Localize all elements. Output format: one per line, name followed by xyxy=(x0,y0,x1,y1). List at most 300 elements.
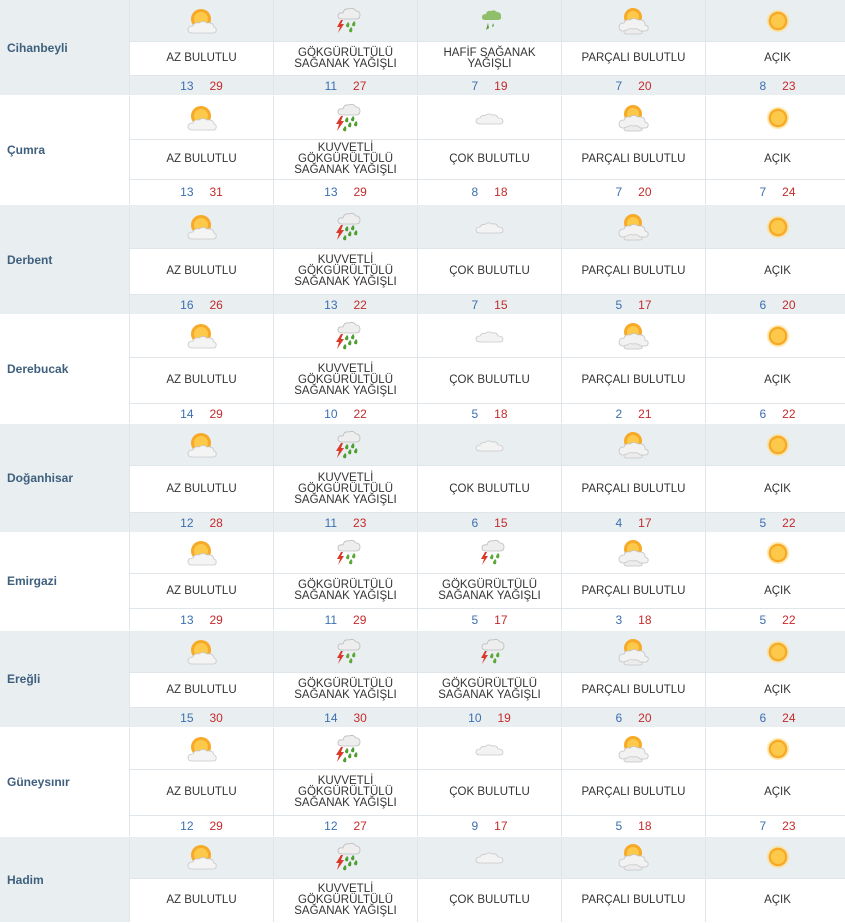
sun-cloud-icon xyxy=(130,837,273,878)
forecast-day-cell xyxy=(130,0,273,95)
thunder-rain-icon xyxy=(418,532,561,573)
temperature-range xyxy=(418,513,561,532)
temperature-range xyxy=(418,708,561,727)
temperature-range xyxy=(274,295,417,314)
column-divider xyxy=(273,532,274,630)
temperature-range xyxy=(706,513,845,532)
min-temperature: 7 xyxy=(471,297,479,312)
column-divider xyxy=(273,837,274,922)
column-divider xyxy=(705,837,706,922)
min-temperature: 6 xyxy=(471,515,479,530)
column-divider xyxy=(129,314,130,423)
temperature-range xyxy=(418,404,561,423)
forecast-day-cell xyxy=(706,205,845,314)
column-divider xyxy=(705,728,706,836)
temperature-range xyxy=(562,816,705,836)
condition-text: AZ BULUTLU xyxy=(130,139,273,180)
thunder-rain-icon xyxy=(274,631,417,672)
column-divider xyxy=(129,532,130,630)
condition-text: AÇIK xyxy=(706,41,845,76)
condition-text: KUVVETLİ GÖKGÜRÜLTÜLÜ SAĞANAK YAĞIŞLI xyxy=(274,769,417,816)
temperature-range xyxy=(274,513,417,532)
forecast-day-cell xyxy=(274,0,417,95)
column-divider xyxy=(561,0,562,95)
temperature-range xyxy=(130,404,273,423)
min-temperature: 7 xyxy=(615,78,623,93)
forecast-day-cell xyxy=(274,96,417,204)
temperature-range xyxy=(418,609,561,630)
forecast-day-cell xyxy=(562,532,705,630)
partly-cloudy-icon xyxy=(562,837,705,878)
min-temperature: 6 xyxy=(759,406,767,421)
temperature-range xyxy=(274,76,417,95)
max-temperature: 22 xyxy=(353,406,367,421)
temperature-range xyxy=(418,180,561,204)
column-divider xyxy=(705,314,706,423)
max-temperature: 20 xyxy=(638,78,652,93)
sun-icon xyxy=(706,631,845,672)
min-temperature: 7 xyxy=(759,185,767,199)
temperature-range xyxy=(130,295,273,314)
min-temperature: 13 xyxy=(180,185,194,199)
condition-text: PARÇALI BULUTLU xyxy=(562,672,705,708)
min-temperature: 14 xyxy=(324,710,338,725)
forecast-day-cell xyxy=(274,205,417,314)
column-divider xyxy=(417,0,418,95)
partly-cloudy-icon xyxy=(562,532,705,573)
max-temperature: 17 xyxy=(494,612,508,627)
condition-text: PARÇALI BULUTLU xyxy=(562,878,705,922)
min-temperature: 8 xyxy=(471,185,479,199)
forecast-day-cell xyxy=(130,424,273,532)
column-divider xyxy=(129,631,130,727)
heavy-thunder-rain-icon xyxy=(274,728,417,769)
column-divider xyxy=(129,837,130,922)
column-divider xyxy=(705,532,706,630)
temperature-range xyxy=(130,76,273,95)
max-temperature: 15 xyxy=(494,297,508,312)
max-temperature: 29 xyxy=(209,78,223,93)
temperature-range xyxy=(274,180,417,204)
light-rain-icon xyxy=(418,0,561,41)
max-temperature: 29 xyxy=(209,819,223,833)
temperature-range xyxy=(706,295,845,314)
max-temperature: 18 xyxy=(638,612,652,627)
min-temperature: 6 xyxy=(759,297,767,312)
condition-text: PARÇALI BULUTLU xyxy=(562,139,705,180)
column-divider xyxy=(129,0,130,95)
min-temperature: 7 xyxy=(471,78,479,93)
temperature-range xyxy=(418,816,561,836)
temperature-range xyxy=(562,404,705,423)
column-divider xyxy=(273,314,274,423)
column-divider xyxy=(273,631,274,727)
min-temperature: 5 xyxy=(471,612,479,627)
forecast-day-cell xyxy=(562,424,705,532)
forecast-day-cell xyxy=(418,424,561,532)
forecast-day-cell xyxy=(274,837,417,922)
max-temperature: 21 xyxy=(638,406,652,421)
max-temperature: 22 xyxy=(782,406,796,421)
condition-text: GÖKGÜRÜLTÜLÜ SAĞANAK YAĞIŞLI xyxy=(418,672,561,708)
max-temperature: 20 xyxy=(782,297,796,312)
partly-cloudy-icon xyxy=(562,0,705,41)
max-temperature: 17 xyxy=(638,297,652,312)
temperature-range xyxy=(562,295,705,314)
forecast-day-cell xyxy=(418,837,561,922)
column-divider xyxy=(561,205,562,314)
forecast-day-cell xyxy=(130,314,273,423)
max-temperature: 24 xyxy=(782,185,796,199)
column-divider xyxy=(561,728,562,836)
forecast-day-cell xyxy=(274,532,417,630)
min-temperature: 2 xyxy=(615,406,623,421)
condition-text: KUVVETLİ GÖKGÜRÜLTÜLÜ SAĞANAK YAĞIŞLI xyxy=(274,357,417,404)
forecast-day-cell xyxy=(418,631,561,727)
min-temperature: 3 xyxy=(615,612,623,627)
heavy-thunder-rain-icon xyxy=(274,314,417,357)
temperature-range xyxy=(562,76,705,95)
forecast-day-cell xyxy=(418,0,561,95)
city-row xyxy=(0,314,845,424)
condition-text: GÖKGÜRÜLTÜLÜ SAĞANAK YAĞIŞLI xyxy=(274,573,417,609)
min-temperature: 14 xyxy=(180,406,194,421)
max-temperature: 30 xyxy=(353,710,367,725)
condition-text: AZ BULUTLU xyxy=(130,357,273,404)
min-temperature: 6 xyxy=(615,710,623,725)
temperature-range xyxy=(130,513,273,532)
min-temperature: 15 xyxy=(180,710,194,725)
cloud-icon xyxy=(418,205,561,248)
condition-text: PARÇALI BULUTLU xyxy=(562,573,705,609)
temperature-range xyxy=(706,404,845,423)
temperature-range xyxy=(274,816,417,836)
min-temperature: 13 xyxy=(324,185,338,199)
min-temperature: 13 xyxy=(324,297,338,312)
max-temperature: 29 xyxy=(209,612,223,627)
column-divider xyxy=(417,728,418,836)
forecast-day-cell xyxy=(706,0,845,95)
forecast-day-cell xyxy=(418,728,561,836)
partly-cloudy-icon xyxy=(562,96,705,139)
cloud-icon xyxy=(418,728,561,769)
max-temperature: 18 xyxy=(494,406,508,421)
column-divider xyxy=(705,96,706,204)
max-temperature: 22 xyxy=(353,297,367,312)
thunder-rain-icon xyxy=(418,631,561,672)
column-divider xyxy=(705,0,706,95)
city-row xyxy=(0,96,845,205)
city-name[interactable]: Güneysınır xyxy=(0,728,129,836)
city-row xyxy=(0,728,845,837)
forecast-day-cell xyxy=(274,424,417,532)
column-divider xyxy=(417,532,418,630)
forecast-day-cell xyxy=(562,314,705,423)
forecast-day-cell xyxy=(562,631,705,727)
condition-text: AZ BULUTLU xyxy=(130,878,273,922)
min-temperature: 5 xyxy=(759,612,767,627)
city-name[interactable]: Derbent xyxy=(0,205,129,314)
temperature-range xyxy=(274,609,417,630)
forecast-day-cell xyxy=(562,205,705,314)
column-divider xyxy=(561,314,562,423)
sun-cloud-icon xyxy=(130,532,273,573)
condition-text: PARÇALI BULUTLU xyxy=(562,248,705,295)
city-row xyxy=(0,532,845,631)
max-temperature: 29 xyxy=(209,406,223,421)
min-temperature: 11 xyxy=(324,515,338,530)
forecast-day-cell xyxy=(706,837,845,922)
min-temperature: 10 xyxy=(468,710,482,725)
min-temperature: 5 xyxy=(471,406,479,421)
sun-icon xyxy=(706,205,845,248)
forecast-day-cell xyxy=(562,837,705,922)
min-temperature: 6 xyxy=(759,710,767,725)
cloud-icon xyxy=(418,96,561,139)
temperature-range xyxy=(130,708,273,727)
column-divider xyxy=(129,424,130,532)
partly-cloudy-icon xyxy=(562,205,705,248)
temperature-range xyxy=(706,609,845,630)
max-temperature: 31 xyxy=(209,185,223,199)
sun-icon xyxy=(706,424,845,465)
sun-cloud-icon xyxy=(130,424,273,465)
city-name[interactable]: Hadim xyxy=(0,837,129,922)
max-temperature: 22 xyxy=(782,515,796,530)
condition-text: KUVVETLİ GÖKGÜRÜLTÜLÜ SAĞANAK YAĞIŞLI xyxy=(274,139,417,180)
condition-text: GÖKGÜRÜLTÜLÜ SAĞANAK YAĞIŞLI xyxy=(418,573,561,609)
forecast-day-cell xyxy=(130,837,273,922)
max-temperature: 29 xyxy=(353,612,367,627)
temperature-range xyxy=(274,404,417,423)
min-temperature: 10 xyxy=(324,406,338,421)
max-temperature: 18 xyxy=(638,819,652,833)
temperature-range xyxy=(706,180,845,204)
column-divider xyxy=(561,424,562,532)
condition-text: AZ BULUTLU xyxy=(130,672,273,708)
sun-cloud-icon xyxy=(130,0,273,41)
temperature-range xyxy=(130,609,273,630)
sun-cloud-icon xyxy=(130,728,273,769)
city-name[interactable]: Ereğli xyxy=(0,631,129,727)
thunder-rain-icon xyxy=(274,0,417,41)
forecast-day-cell xyxy=(706,728,845,836)
max-temperature: 23 xyxy=(353,515,367,530)
column-divider xyxy=(561,532,562,630)
temperature-range xyxy=(418,295,561,314)
forecast-day-cell xyxy=(706,314,845,423)
max-temperature: 27 xyxy=(353,819,367,833)
column-divider xyxy=(273,728,274,836)
cloud-icon xyxy=(418,837,561,878)
min-temperature: 5 xyxy=(615,297,623,312)
condition-text: AÇIK xyxy=(706,769,845,816)
city-row xyxy=(0,631,845,728)
min-temperature: 8 xyxy=(759,78,767,93)
min-temperature: 12 xyxy=(180,515,194,530)
condition-text: GÖKGÜRÜLTÜLÜ SAĞANAK YAĞIŞLI xyxy=(274,672,417,708)
forecast-day-cell xyxy=(706,631,845,727)
condition-text: AÇIK xyxy=(706,357,845,404)
forecast-day-cell xyxy=(274,314,417,423)
column-divider xyxy=(417,314,418,423)
condition-text: AÇIK xyxy=(706,573,845,609)
max-temperature: 17 xyxy=(638,515,652,530)
sun-cloud-icon xyxy=(130,314,273,357)
max-temperature: 24 xyxy=(782,710,796,725)
column-divider xyxy=(705,631,706,727)
forecast-day-cell xyxy=(274,631,417,727)
max-temperature: 20 xyxy=(638,710,652,725)
column-divider xyxy=(273,0,274,95)
condition-text: KUVVETLİ GÖKGÜRÜLTÜLÜ SAĞANAK YAĞIŞLI xyxy=(274,878,417,922)
condition-text: AZ BULUTLU xyxy=(130,465,273,513)
temperature-range xyxy=(706,816,845,836)
min-temperature: 12 xyxy=(180,819,194,833)
condition-text: KUVVETLİ GÖKGÜRÜLTÜLÜ SAĞANAK YAĞIŞLI xyxy=(274,465,417,513)
column-divider xyxy=(705,424,706,532)
column-divider xyxy=(273,205,274,314)
max-temperature: 29 xyxy=(353,185,367,199)
column-divider xyxy=(417,631,418,727)
sun-cloud-icon xyxy=(130,96,273,139)
forecast-day-cell xyxy=(130,96,273,204)
max-temperature: 18 xyxy=(494,185,508,199)
max-temperature: 19 xyxy=(497,710,511,725)
max-temperature: 20 xyxy=(638,185,652,199)
city-name[interactable]: Derebucak xyxy=(0,314,129,423)
temperature-range xyxy=(706,708,845,727)
temperature-range xyxy=(130,180,273,204)
city-name[interactable]: Çumra xyxy=(0,96,129,204)
column-divider xyxy=(561,96,562,204)
city-name[interactable]: Cihanbeyli xyxy=(0,0,129,95)
min-temperature: 4 xyxy=(615,515,623,530)
column-divider xyxy=(705,205,706,314)
condition-text: ÇOK BULUTLU xyxy=(418,878,561,922)
min-temperature: 13 xyxy=(180,78,194,93)
sun-cloud-icon xyxy=(130,205,273,248)
max-temperature: 15 xyxy=(494,515,508,530)
max-temperature: 23 xyxy=(782,78,796,93)
forecast-day-cell xyxy=(706,532,845,630)
min-temperature: 11 xyxy=(324,78,338,93)
condition-text: AÇIK xyxy=(706,248,845,295)
city-row xyxy=(0,205,845,315)
condition-text: AÇIK xyxy=(706,672,845,708)
thunder-rain-icon xyxy=(274,532,417,573)
heavy-thunder-rain-icon xyxy=(274,837,417,878)
column-divider xyxy=(417,424,418,532)
condition-text: PARÇALI BULUTLU xyxy=(562,41,705,76)
city-name[interactable]: Doğanhisar xyxy=(0,424,129,532)
forecast-day-cell xyxy=(418,205,561,314)
column-divider xyxy=(273,424,274,532)
temperature-range xyxy=(562,609,705,630)
min-temperature: 7 xyxy=(615,185,623,199)
min-temperature: 7 xyxy=(759,819,767,833)
min-temperature: 5 xyxy=(615,819,623,833)
max-temperature: 23 xyxy=(782,819,796,833)
min-temperature: 12 xyxy=(324,819,338,833)
max-temperature: 26 xyxy=(209,297,223,312)
column-divider xyxy=(417,96,418,204)
max-temperature: 30 xyxy=(209,710,223,725)
city-row xyxy=(0,837,845,923)
forecast-day-cell xyxy=(130,728,273,836)
partly-cloudy-icon xyxy=(562,631,705,672)
condition-text: KUVVETLİ GÖKGÜRÜLTÜLÜ SAĞANAK YAĞIŞLI xyxy=(274,248,417,295)
min-temperature: 13 xyxy=(180,612,194,627)
sun-icon xyxy=(706,314,845,357)
condition-text: AZ BULUTLU xyxy=(130,41,273,76)
heavy-thunder-rain-icon xyxy=(274,205,417,248)
sun-icon xyxy=(706,837,845,878)
forecast-day-cell xyxy=(274,728,417,836)
condition-text: PARÇALI BULUTLU xyxy=(562,769,705,816)
max-temperature: 17 xyxy=(494,819,508,833)
condition-text: PARÇALI BULUTLU xyxy=(562,465,705,513)
forecast-day-cell xyxy=(130,532,273,630)
condition-text: ÇOK BULUTLU xyxy=(418,769,561,816)
sun-icon xyxy=(706,728,845,769)
condition-text: AZ BULUTLU xyxy=(130,573,273,609)
temperature-range xyxy=(562,708,705,727)
city-name[interactable]: Emirgazi xyxy=(0,532,129,630)
min-temperature: 11 xyxy=(324,612,338,627)
forecast-day-cell xyxy=(418,314,561,423)
forecast-day-cell xyxy=(562,0,705,95)
condition-text: ÇOK BULUTLU xyxy=(418,465,561,513)
partly-cloudy-icon xyxy=(562,314,705,357)
forecast-day-cell xyxy=(706,424,845,532)
max-temperature: 27 xyxy=(353,78,367,93)
forecast-day-cell xyxy=(562,728,705,836)
column-divider xyxy=(129,96,130,204)
city-row xyxy=(0,0,845,96)
column-divider xyxy=(129,728,130,836)
sun-icon xyxy=(706,532,845,573)
temperature-range xyxy=(562,513,705,532)
min-temperature: 5 xyxy=(759,515,767,530)
temperature-range xyxy=(130,816,273,836)
condition-text: AÇIK xyxy=(706,139,845,180)
heavy-thunder-rain-icon xyxy=(274,424,417,465)
temperature-range xyxy=(274,708,417,727)
column-divider xyxy=(417,205,418,314)
max-temperature: 28 xyxy=(209,515,223,530)
forecast-day-cell xyxy=(706,96,845,204)
sun-icon xyxy=(706,96,845,139)
cloud-icon xyxy=(418,314,561,357)
forecast-day-cell xyxy=(418,96,561,204)
temperature-range xyxy=(562,180,705,204)
forecast-day-cell xyxy=(418,532,561,630)
column-divider xyxy=(417,837,418,922)
partly-cloudy-icon xyxy=(562,728,705,769)
partly-cloudy-icon xyxy=(562,424,705,465)
temperature-range xyxy=(706,76,845,95)
temperature-range xyxy=(418,76,561,95)
condition-text: AZ BULUTLU xyxy=(130,769,273,816)
cloud-icon xyxy=(418,424,561,465)
condition-text: HAFİF SAĞANAK YAĞIŞLI xyxy=(418,41,561,76)
sun-icon xyxy=(706,0,845,41)
condition-text: AZ BULUTLU xyxy=(130,248,273,295)
condition-text: AÇIK xyxy=(706,465,845,513)
min-temperature: 16 xyxy=(180,297,194,312)
sun-cloud-icon xyxy=(130,631,273,672)
